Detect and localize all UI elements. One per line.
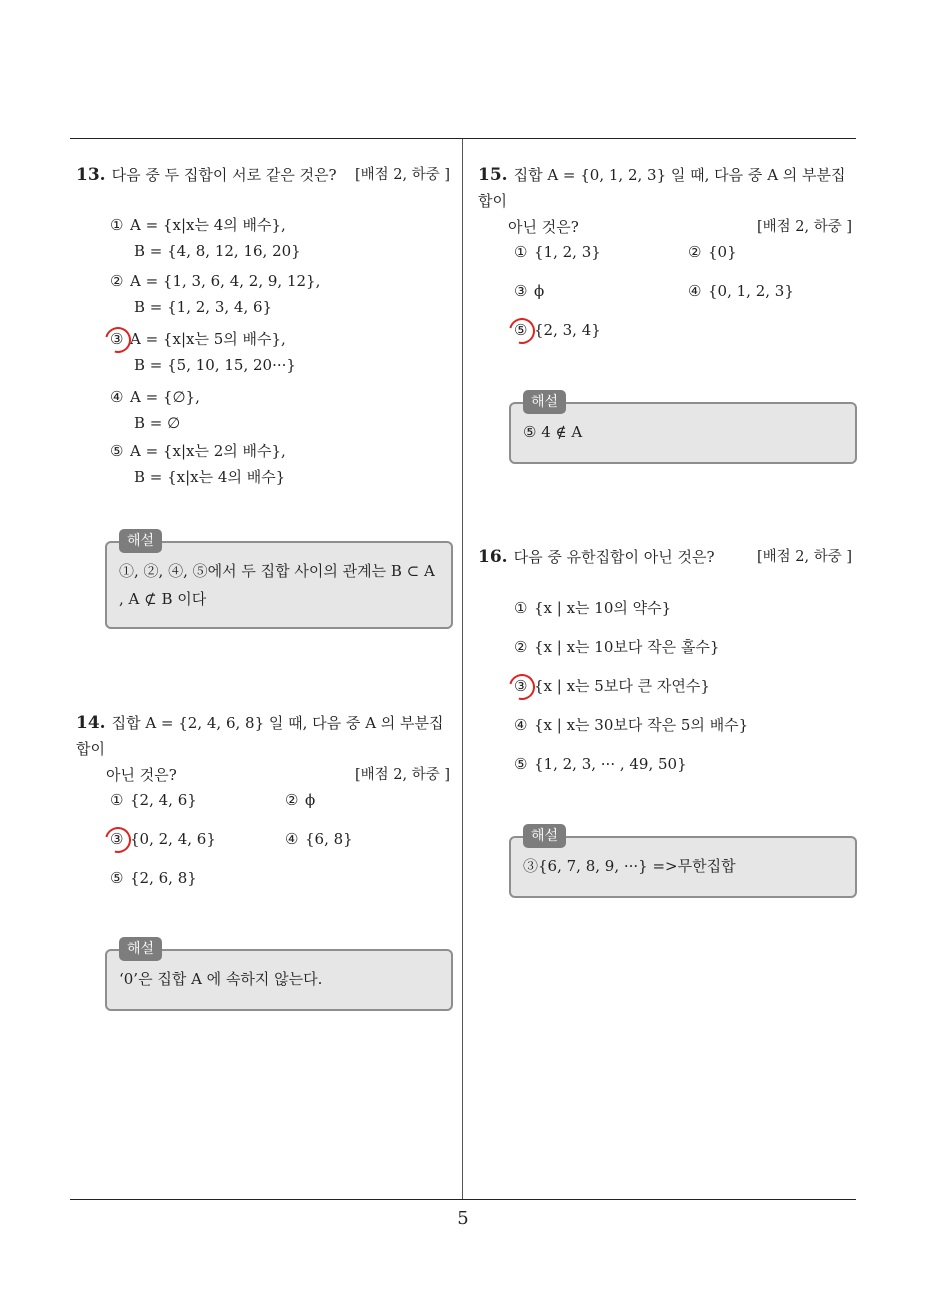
question-15 xyxy=(478,162,856,240)
explanation-text: ⑤ 4 ∉ A xyxy=(523,423,583,441)
option-number: ② xyxy=(285,791,299,809)
question-text: 집합 A = {2, 4, 6, 8} 일 때, 다음 중 A 의 부분집합이 xyxy=(76,714,444,758)
option-text: {x | x는 10의 약수} xyxy=(534,599,672,617)
question-number: 16. xyxy=(478,547,508,567)
option-number: ④ xyxy=(514,716,528,734)
explanation-box xyxy=(509,394,857,464)
option-text: A = {1, 3, 6, 4, 2, 9, 12}, xyxy=(130,272,321,290)
option-text: A = {x|x는 5의 배수}, xyxy=(130,330,286,348)
option-text: {2, 6, 8} xyxy=(130,869,197,887)
explanation-tag: 해설 xyxy=(119,937,162,961)
explanation-tag: 해설 xyxy=(119,529,162,553)
option-number: ③ xyxy=(514,282,528,300)
explanation-tag: 해설 xyxy=(523,824,566,848)
page-number: 5 xyxy=(457,1208,469,1229)
question-14 xyxy=(76,710,450,788)
option-text: {x | x는 5보다 큰 자연수} xyxy=(534,677,710,695)
explanation-text: ‘0’은 집합 A 에 속하지 않는다. xyxy=(119,970,323,988)
option-number: ① xyxy=(110,791,124,809)
option-text-line2: B = ∅ xyxy=(134,414,181,432)
option-number: ③ xyxy=(514,677,528,695)
explanation-text: ③{6, 7, 8, 9, ···} =>무한집합 xyxy=(523,857,736,875)
question-score: [배점 2, 하중 ] xyxy=(354,767,450,783)
question-score: [배점 2, 하중 ] xyxy=(354,167,450,183)
option-text: {2, 3, 4} xyxy=(534,321,601,339)
explanation-box xyxy=(105,533,453,629)
option-2[interactable] xyxy=(514,634,719,660)
option-2[interactable] xyxy=(688,239,737,265)
option-number: ③ xyxy=(110,830,124,848)
question-header xyxy=(478,544,856,570)
question-text: 다음 중 두 집합이 서로 같은 것은? xyxy=(111,166,337,184)
option-3[interactable] xyxy=(514,278,544,304)
question-text: 다음 중 유한집합이 아닌 것은? xyxy=(513,548,715,566)
explanation-line: , A ⊄ B 이다 xyxy=(119,590,207,608)
option-number: ④ xyxy=(110,388,124,406)
question-text-cont: 아닌 것은? xyxy=(508,218,579,236)
option-4[interactable] xyxy=(285,826,353,852)
option-number: ② xyxy=(110,272,124,290)
question-score: [배점 2, 하중 ] xyxy=(756,219,852,235)
option-text: {0, 2, 4, 6} xyxy=(130,830,216,848)
column-divider xyxy=(462,139,463,1199)
option-text: A = {x|x는 2의 배수}, xyxy=(130,442,286,460)
option-text: {2, 4, 6} xyxy=(130,791,197,809)
option-text: {0, 1, 2, 3} xyxy=(708,282,794,300)
question-number: 14. xyxy=(76,713,106,733)
option-text-line2: B = {1, 2, 3, 4, 6} xyxy=(134,298,273,316)
option-number: ⑤ xyxy=(514,755,528,773)
option-number: ① xyxy=(110,216,124,234)
question-13 xyxy=(76,162,450,188)
option-number: ① xyxy=(514,599,528,617)
option-text-line2: B = {4, 8, 12, 16, 20} xyxy=(134,242,301,260)
explanation-text xyxy=(119,557,441,613)
option-2[interactable] xyxy=(110,268,320,320)
option-5[interactable] xyxy=(110,438,286,490)
option-text: {x | x는 10보다 작은 홀수} xyxy=(534,638,720,656)
question-header xyxy=(76,162,450,188)
option-number: ⑤ xyxy=(110,869,124,887)
option-3[interactable] xyxy=(514,673,710,699)
explanation-box xyxy=(509,828,857,898)
option-number: ④ xyxy=(285,830,299,848)
option-text: ϕ xyxy=(534,282,545,300)
option-number: ② xyxy=(514,638,528,656)
question-text-line2 xyxy=(76,762,450,788)
option-text: {6, 8} xyxy=(305,830,353,848)
explanation-box xyxy=(105,941,453,1011)
option-text: {1, 2, 3, ··· , 49, 50} xyxy=(534,755,687,773)
option-text-line2: B = {5, 10, 15, 20···} xyxy=(134,356,296,374)
option-number: ③ xyxy=(110,330,124,348)
option-text: A = {∅}, xyxy=(130,388,200,406)
option-1[interactable] xyxy=(110,212,301,264)
question-header xyxy=(478,162,856,214)
explanation-line: ①, ②, ④, ⑤에서 두 집합 사이의 관계는 B ⊂ A xyxy=(119,562,435,580)
option-text: {x | x는 30보다 작은 5의 배수} xyxy=(534,716,749,734)
option-number: ⑤ xyxy=(110,442,124,460)
question-number: 13. xyxy=(76,165,106,185)
option-text: ϕ xyxy=(305,791,316,809)
option-1[interactable] xyxy=(110,787,197,813)
explanation-tag: 해설 xyxy=(523,390,566,414)
option-4[interactable] xyxy=(514,712,748,738)
option-2[interactable] xyxy=(285,787,315,813)
option-3[interactable] xyxy=(110,326,296,378)
option-text: {0} xyxy=(708,243,737,261)
option-text: {1, 2, 3} xyxy=(534,243,601,261)
question-number: 15. xyxy=(478,165,508,185)
question-16 xyxy=(478,544,856,570)
option-4[interactable] xyxy=(110,384,200,436)
option-5[interactable] xyxy=(514,751,687,777)
footer-rule xyxy=(70,1199,856,1200)
header-rule xyxy=(70,138,856,139)
question-header xyxy=(76,710,450,762)
option-number: ① xyxy=(514,243,528,261)
option-text-line2: B = {x|x는 4의 배수} xyxy=(134,468,286,486)
option-number: ② xyxy=(688,243,702,261)
option-number: ⑤ xyxy=(514,321,528,339)
question-text: 집합 A = {0, 1, 2, 3} 일 때, 다음 중 A 의 부분집합이 xyxy=(478,166,846,210)
question-score: [배점 2, 하중 ] xyxy=(756,549,852,565)
option-text: A = {x|x는 4의 배수}, xyxy=(130,216,286,234)
option-4[interactable] xyxy=(688,278,794,304)
option-5[interactable] xyxy=(110,865,197,891)
option-1[interactable] xyxy=(514,239,601,265)
option-1[interactable] xyxy=(514,595,671,621)
option-number: ④ xyxy=(688,282,702,300)
question-text-line2 xyxy=(478,214,856,240)
question-text-cont: 아닌 것은? xyxy=(106,766,177,784)
